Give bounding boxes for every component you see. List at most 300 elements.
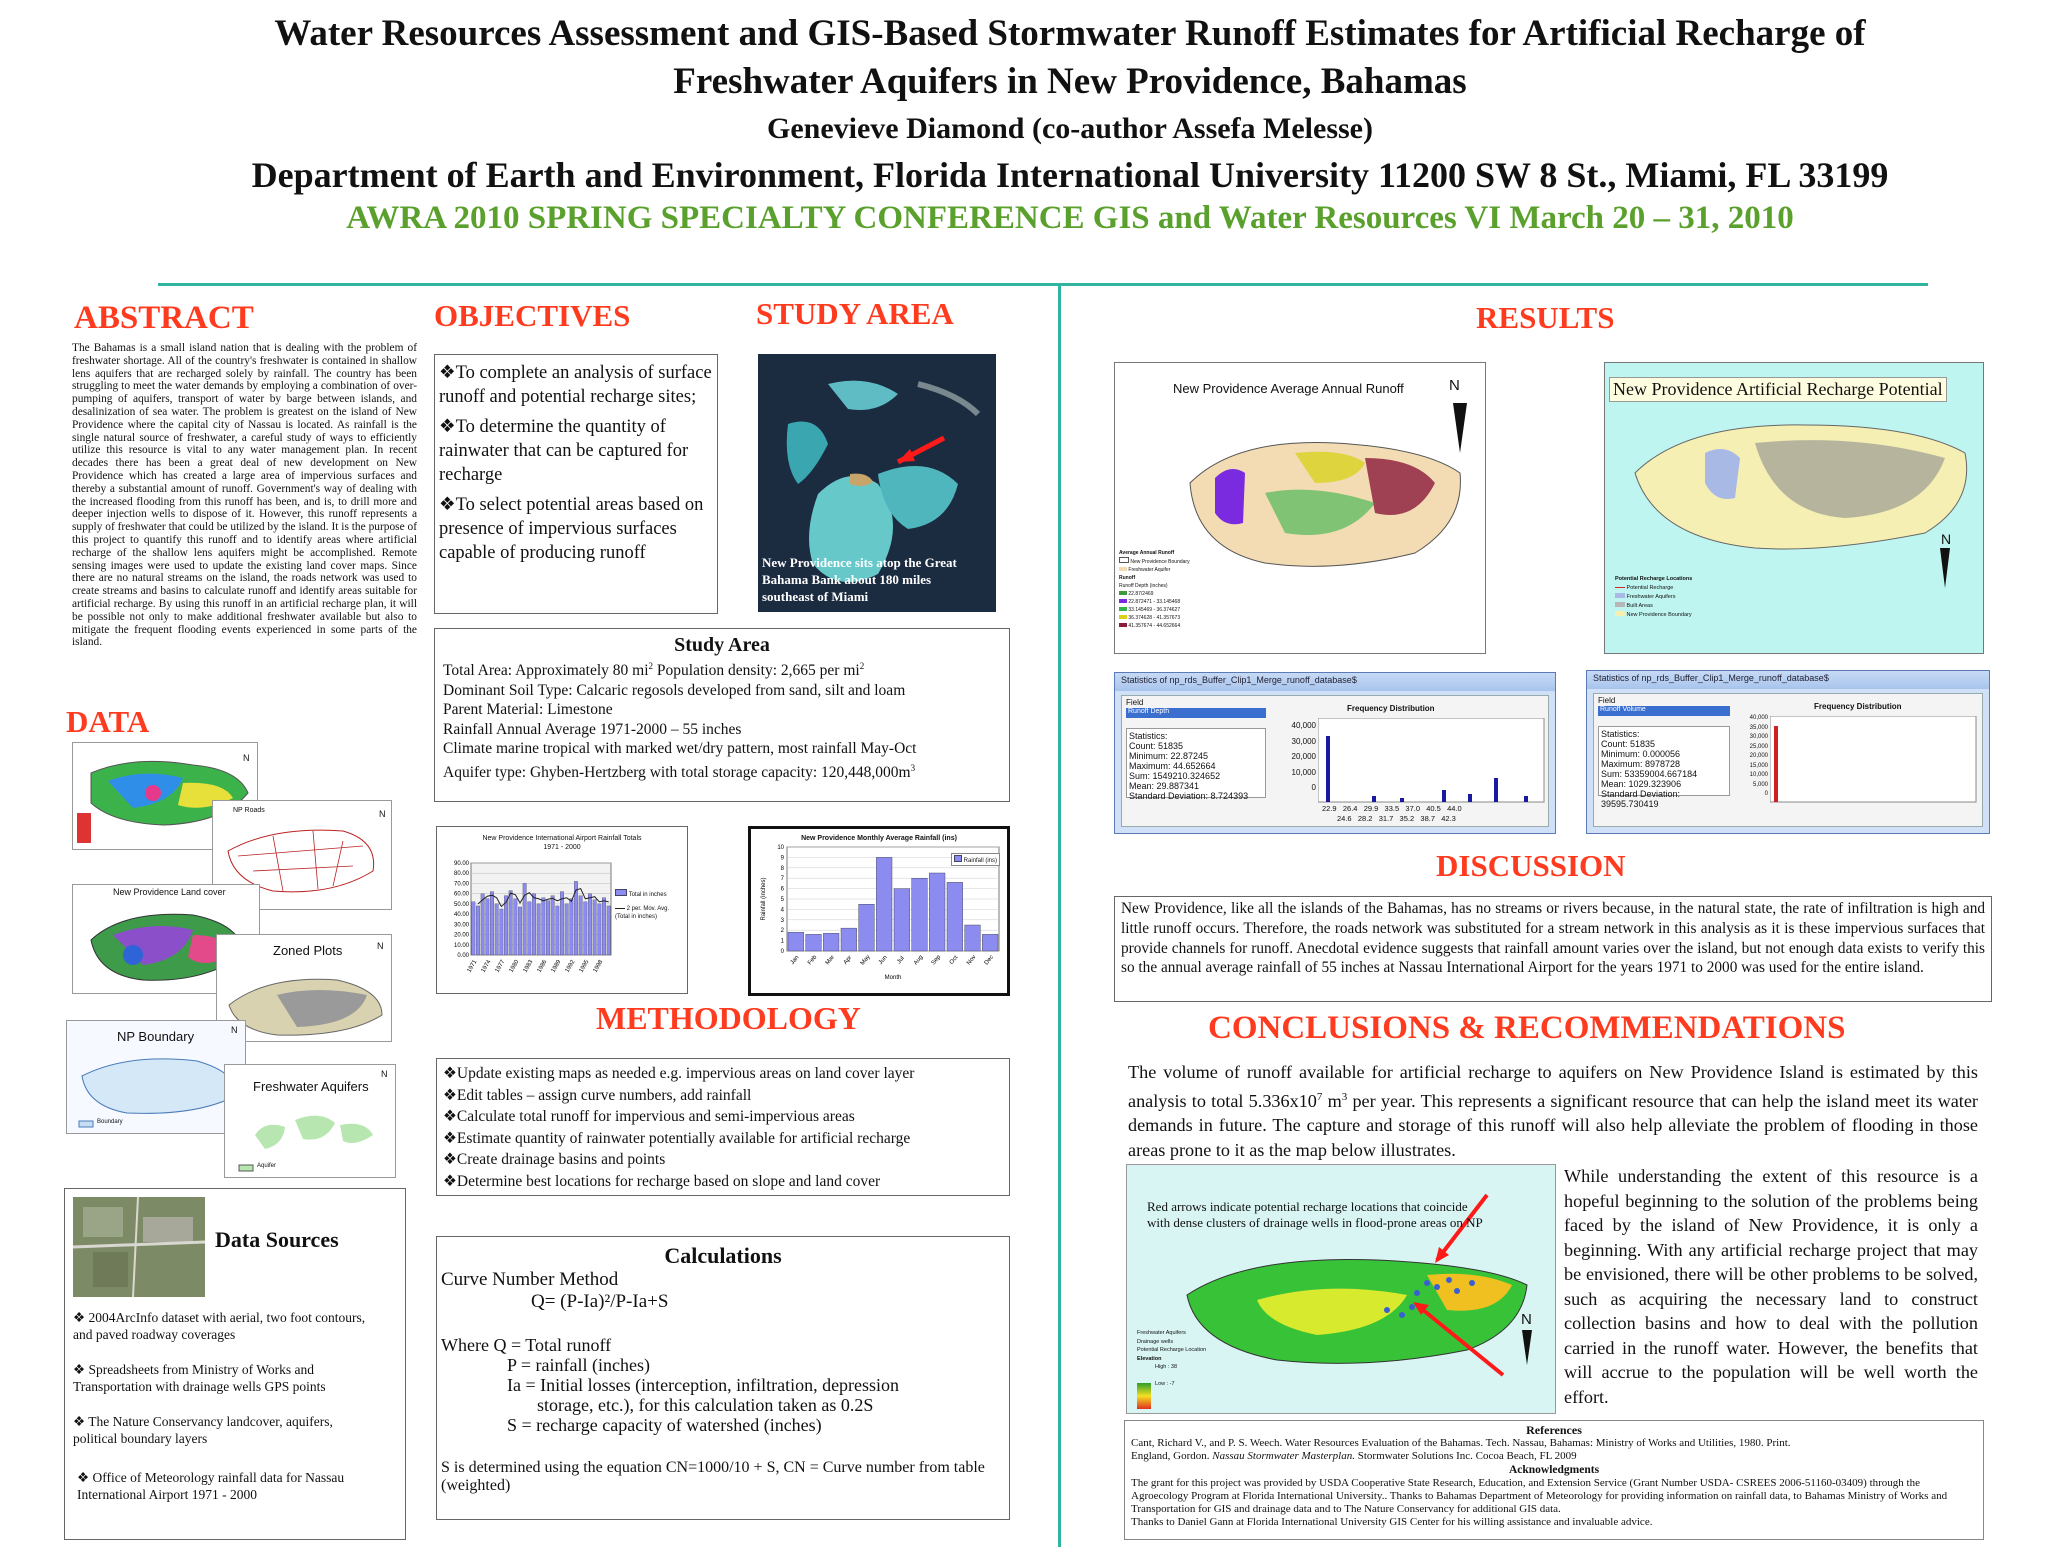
rl-legend-5: Low : -7 <box>1155 1380 1175 1387</box>
study-area-facts <box>443 657 1001 782</box>
title-line-2: Freshwater Aquifers in New Providence, Bahamas <box>673 61 1467 102</box>
stats-window-1-body <box>1121 695 1549 827</box>
monthly-bar <box>894 889 910 951</box>
recharge-legend-3 <box>1615 602 1692 611</box>
annual-xtick-label: 1989 <box>550 959 563 974</box>
annual-bar <box>588 894 591 955</box>
runoff-legend-1 <box>1119 557 1190 566</box>
annual-bar <box>514 899 517 955</box>
rl-legend-1: Drainage wells <box>1137 1338 1174 1345</box>
study-area-photo <box>758 354 996 612</box>
monthly-xtick-label: Oct <box>948 954 960 966</box>
recharge-legend-4-label: New Providence Boundary <box>1626 612 1692 618</box>
monthly-xtick-label: May <box>859 954 872 967</box>
annual-ytick-label: 90.00 <box>453 861 469 867</box>
stats-2-ytick-6: 10,000 <box>1749 772 1768 778</box>
stats-1-statistics <box>1126 728 1266 801</box>
stats-2-line-6: Mean: 1029.323906 <box>1601 779 1682 789</box>
stats-1-xticks-2: 24.6 28.2 31.7 35.2 38.7 42.3 <box>1337 814 1456 823</box>
annual-ytick-label: 20.00 <box>453 932 469 939</box>
column-divider <box>1058 286 1061 1547</box>
annual-xtick-label: 1986 <box>536 959 549 974</box>
monthly-legend-label: Rainfall (ins) <box>963 858 998 864</box>
curve-number-method: Curve Number Method <box>441 1269 619 1290</box>
monthly-bar <box>929 873 945 951</box>
abstract-heading: ABSTRACT <box>74 300 254 336</box>
acknowledgments-1: The grant for this project was provided by USDA Cooperative State Research, Education, and Extension Service (Grant Number USDA- CSREES 2006-51160-03409) through the Agroecology Program at Florida International University.. Thanks to Bahamas Department of Meteorology for providing information on rainfall data, to Bahamas Ministry of Works and Transportation for GIS and drainage data and to The Nature Conservancy for additional GIS data. <box>1131 1477 1948 1515</box>
stats-2-ytick-0: 40,000 <box>1749 715 1768 721</box>
stats-1-line-4: Maximum: 44.652664 <box>1129 761 1216 771</box>
monthly-ytick-label: 0 <box>780 949 784 955</box>
recharge-legend-3-label: Built Areas <box>1626 603 1653 609</box>
stats-2-line-5: Sum: 53359004.667184 <box>1601 769 1698 779</box>
annual-xtick-label: 1992 <box>564 959 577 974</box>
conclusions-text-b: m <box>1322 1090 1342 1111</box>
population: Population density: 2,665 per mi <box>653 662 860 680</box>
monthly-ylabel: Rainfall (inches) <box>761 877 767 921</box>
aquifers-north: N <box>381 1069 388 1079</box>
recharge-potential-map <box>1604 362 1984 654</box>
annual-ytick-label: 0.00 <box>457 953 469 959</box>
monthly-bar <box>841 928 857 951</box>
recharge-locations-caption: Red arrows indicate potential recharge locations that coincide with dense clusters of drainage wells in flood-prone areas on NP <box>1147 1199 1483 1230</box>
statistics-window-runoff-volume <box>1586 670 1990 834</box>
monthly-xtick-label: Dec <box>983 954 996 967</box>
total-area-line <box>443 657 1001 681</box>
monthly-xtick-label: Apr <box>842 954 854 966</box>
discussion-text: New Providence, like all the islands of the Bahamas, has no streams or rivers because, in the natural state, the rate of infiltration is high and little runoff occurs. Therefore, the roads network was substituted for a stream network in this analysis as it is these impervious surfaces that provide channels for runoff. Anecdotal evidence suggests that rainfall amount varies over the island, but not enough data exists to verify this so the annual average rainfall of 55 inches at Nassau International Airport for the years 1971 to 2000 was used for the entire island. <box>1121 900 1985 977</box>
annual-xtick-label: 1995 <box>578 959 591 974</box>
discussion-box <box>1114 896 1992 1002</box>
discussion-heading: DISCUSSION <box>1436 848 1626 883</box>
recharge-legend-1 <box>1615 584 1692 593</box>
stats-1-line-2: Count: 51835 <box>1129 741 1184 751</box>
def-s: S = recharge capacity of watershed (inches) <box>507 1415 822 1435</box>
recharge-legend-4 <box>1615 611 1692 620</box>
annual-bar <box>556 906 559 955</box>
stats-2-ytick-2: 30,000 <box>1749 734 1768 740</box>
data-sources-item-4: ❖ Office of Meteorology rainfall data for Nassau International Airport 1971 - 2000 <box>77 1470 345 1502</box>
stats-1-field-value: Runoff Depth <box>1128 708 1170 715</box>
stats-2-field-label: Field <box>1598 696 1616 705</box>
boundary-north: N <box>231 1025 238 1035</box>
data-sources-title: Data Sources <box>215 1227 339 1252</box>
recharge-locations-north: N <box>1521 1311 1532 1328</box>
methodology-box <box>436 1058 1010 1196</box>
conclusions-cube: 3 <box>1341 1090 1348 1103</box>
annual-legend-line-swatch <box>615 908 625 909</box>
stats-1-yticks <box>1290 718 1316 796</box>
monthly-rainfall-chart-frame <box>748 826 1010 996</box>
annual-bar <box>500 909 503 955</box>
annual-bar <box>509 891 512 955</box>
stats-1-field-select[interactable] <box>1126 708 1266 718</box>
references-title: References <box>1526 1423 1582 1437</box>
conclusions-text-c: per year. This represents a significant resource that can help the island meet its water demands in future. The capture and storage of this runoff will also help alleviate the problem of flooding in those areas prone to it as the map below illustrates. <box>1128 1090 1978 1160</box>
stats-2-yticks <box>1742 714 1768 800</box>
rl-legend-0: Freshwater Aquifers <box>1137 1330 1186 1336</box>
stats-2-histogram <box>1770 716 1980 804</box>
annual-bar <box>495 904 498 955</box>
def-ia-2: storage, etc.), for this calculation taken as 0.2S <box>537 1395 874 1415</box>
acknowledgments-2: Thanks to Daniel Gann at Florida International University GIS Center for his willing assistance and invaluable advice. <box>1131 1516 1653 1528</box>
runoff-legend-5-swatch <box>1119 591 1127 595</box>
annual-ytick-label: 40.00 <box>453 912 469 919</box>
stats-1-ytick-1: 30,000 <box>1291 736 1316 746</box>
stats-1-field-label: Field <box>1126 698 1144 707</box>
runoff-map-north: N <box>1449 377 1460 394</box>
annual-ytick-label: 30.00 <box>453 922 469 929</box>
runoff-map-legend <box>1119 549 1190 630</box>
monthly-ytick-label: 1 <box>780 938 784 945</box>
runoff-legend-0: Average Annual Runoff <box>1119 550 1175 556</box>
monthly-bar <box>823 933 839 951</box>
stats-1-freq-title: Frequency Distribution <box>1347 704 1435 713</box>
data-sources-item-1: ❖ 2004ArcInfo dataset with aerial, two foot contours, and paved roadway coverages <box>73 1310 366 1342</box>
monthly-bar <box>806 934 822 951</box>
methodology-item-2: ❖Edit tables – assign curve numbers, add rainfall <box>443 1086 752 1104</box>
methodology-list <box>443 1063 1003 1192</box>
annual-bar <box>476 906 479 955</box>
aerial-photo <box>73 1197 205 1297</box>
runoff-legend-2-label: Freshwater Aquifer <box>1128 567 1171 573</box>
data-sources-item-3: ❖ The Nature Conservancy landcover, aquifers, political boundary layers <box>73 1414 333 1446</box>
total-area: Total Area: Approximately 80 mi <box>443 662 649 680</box>
monthly-ytick-label: 5 <box>780 897 784 903</box>
annual-bar <box>551 896 554 955</box>
annual-bar <box>570 899 573 955</box>
np-boundary-map <box>66 1020 246 1134</box>
conclusions-heading: CONCLUSIONS & RECOMMENDATIONS <box>1208 1010 1846 1046</box>
soil-type: Dominant Soil Type: Calcaric regosols developed from sand, silt and loam <box>443 681 906 699</box>
annual-rainfall-chart-frame <box>436 826 688 994</box>
boundary-label: NP Boundary <box>117 1029 195 1044</box>
objective-2: ❖To determine the quantity of rainwater that can be captured for recharge <box>439 417 689 485</box>
stats-2-line-1: Statistics: <box>1601 729 1640 739</box>
aquifers-label: Freshwater Aquifers <box>253 1079 369 1094</box>
monthly-ytick-label: 2 <box>780 928 784 935</box>
runoff-legend-9 <box>1119 622 1190 630</box>
monthly-xtick-label: Aug <box>913 954 925 967</box>
runoff-legend-1-label: New Providence Boundary <box>1130 559 1190 565</box>
monthly-bar <box>912 878 928 951</box>
stats-2-field-value: Runoff Volume <box>1600 706 1646 713</box>
cube-sup: 3 <box>910 762 916 773</box>
annual-xtick-label: 1977 <box>494 959 507 974</box>
rainfall-average: Rainfall Annual Average 1971-2000 – 55 inches <box>443 720 742 738</box>
runoff-legend-1-swatch <box>1119 557 1129 563</box>
stats-1-ytick-0: 40,000 <box>1291 721 1316 730</box>
aquifer-line <box>443 759 1001 783</box>
acknowledgments-title: Acknowledgments <box>1508 1464 1600 1476</box>
reference-2c: Stormwater Solutions Inc. Cocoa Beach, FL 2009 <box>1354 1450 1577 1462</box>
annual-ytick-label: 50.00 <box>453 901 469 908</box>
sq-sup-1: 2 <box>648 661 654 671</box>
annual-bar <box>579 896 582 955</box>
monthly-bar <box>947 882 963 951</box>
recharge-legend-2 <box>1615 593 1692 602</box>
authors: Genevieve Diamond (co-author Assefa Melesse) <box>766 112 1373 145</box>
runoff-legend-7 <box>1119 606 1190 614</box>
runoff-legend-9-swatch <box>1119 623 1127 627</box>
monthly-legend <box>951 853 1000 866</box>
annual-bar <box>565 904 568 955</box>
zoned-label: Zoned Plots <box>273 943 343 958</box>
monthly-ytick-label: 10 <box>777 845 784 851</box>
annual-ytick-label: 60.00 <box>453 891 469 898</box>
annual-chart-title: New Providence International Airport Rainfall Totals <box>482 835 642 842</box>
monthly-xtick-label: Feb <box>807 954 819 967</box>
runoff-map <box>1114 362 1486 654</box>
roads-label: NP Roads <box>233 807 265 814</box>
annual-ytick-label: 80.00 <box>453 871 469 878</box>
stats-1-ytick-3: 10,000 <box>1291 767 1316 777</box>
annual-bar <box>593 900 596 955</box>
runoff-formula: Q= (P-Ia)²/P-Ia+S <box>531 1291 669 1312</box>
recharge-legend-2-label: Freshwater Aquifers <box>1626 594 1676 600</box>
annual-bar <box>584 902 587 955</box>
stats-2-ytick-4: 20,000 <box>1749 753 1768 759</box>
runoff-legend-6-swatch <box>1119 599 1127 603</box>
monthly-ytick-label: 9 <box>780 855 784 862</box>
monthly-bar <box>859 904 875 951</box>
rl-legend-4: High : 38 <box>1155 1364 1178 1370</box>
stats-2-ytick-7: 5,000 <box>1752 781 1768 788</box>
annual-bar <box>528 902 531 955</box>
annual-bar <box>598 904 601 955</box>
annual-bar <box>537 904 540 955</box>
annual-bar <box>542 898 545 955</box>
stats-1-line-7: Standard Deviation: 8.724393 <box>1129 791 1249 801</box>
methodology-item-3: ❖Calculate total runoff for impervious and semi-impervious areas <box>443 1108 855 1125</box>
stats-2-ytick-5: 15,000 <box>1749 762 1768 769</box>
monthly-legend-swatch <box>954 855 962 862</box>
methodology-heading: METHODOLOGY <box>596 1000 861 1036</box>
runoff-legend-5 <box>1119 590 1190 598</box>
stats-2-line-2: Count: 51835 <box>1601 739 1656 749</box>
monthly-ytick-label: 3 <box>780 917 784 924</box>
recharge-legend-4-swatch <box>1615 611 1625 616</box>
recharge-legend-0: Potential Recharge Locations <box>1615 576 1693 582</box>
monthly-bar <box>965 925 981 951</box>
runoff-legend-7-swatch <box>1119 607 1127 611</box>
study-area-heading: STUDY AREA <box>756 296 954 331</box>
stats-2-ytick-1: 35,000 <box>1749 724 1768 731</box>
poster-title <box>80 10 2048 106</box>
study-area-photo-caption: New Providence sits atop the Great Bahama Bank about 180 miles southeast of Miami <box>762 555 957 604</box>
abstract-text: The Bahamas is a small island nation that is dealing with the problem of freshwater shortage. All of the country's freshwater is contained in shallow lens aquifers that are recharged solely by rainfall. The country has been struggling to meet the water demands by employing a combination of over-pumping of aquifers, transport of water by barge between islands, and desalinization of sea water. The problem is greatest on the island of New Providence where the capital city of Nassau is located. As rainfall is the single natural source of freshwater, a careful study of ways to efficiently utilize this resource is vital to any water management plan. In recent decades there has been a great deal of new development on New Providence which has created a large area of impervious surfaces and thereby a substantial amount of runoff. Government's way of dealing with the increased flooding from this runoff has been, and is, to drill more and deeper injection wells to dispose of it. However, this runoff represents a supply of freshwater that could be utilized by the island. It is the purpose of this project to quantify this runoff and to identify areas where artificial recharge of the shallow lens aquifers might be accomplished. Remote sensing images were used to update the existing land cover maps. Since there are no natural streams on the island, the roads network was used to create streams and basins to calculate runoff and identify areas suitable for artificial recharge. By using this runoff in an artificial recharge plan, it will be possible not only to make additional freshwater available but also to mitigate the frequent flooding events experienced in some parts of the island. <box>72 342 417 649</box>
conclusions-text-a: The volume of runoff available for artificial recharge to aquifers on New Providence Island is estimated by this analysis to total 5.336x10 <box>1128 1062 1978 1111</box>
rl-legend-2: Potential Recharge Location <box>1137 1347 1207 1353</box>
annual-legend-bar <box>615 889 683 899</box>
objectives-heading: OBJECTIVES <box>434 298 631 333</box>
annual-bar <box>560 892 563 955</box>
where-q: Where Q = Total runoff <box>441 1335 612 1355</box>
freshwater-aquifers-map <box>224 1064 396 1178</box>
monthly-ytick-label: 4 <box>780 907 784 914</box>
annual-bar <box>602 898 605 955</box>
stats-2-freq-title: Frequency Distribution <box>1814 702 1902 711</box>
methodology-item-6: ❖Determine best locations for recharge based on slope and land cover <box>443 1172 881 1190</box>
annual-xtick-label: 1998 <box>592 959 605 974</box>
annual-legend-bar-swatch <box>615 889 627 896</box>
reference-2b: Nassau Stormwater Masterplan. <box>1212 1450 1355 1462</box>
monthly-xtick-label: Jan <box>789 954 801 966</box>
annual-xtick-label: 1974 <box>480 959 493 974</box>
objectives-box <box>434 354 718 614</box>
sq-sup-2: 2 <box>859 661 865 671</box>
monthly-xlabel: Month <box>884 975 902 981</box>
landcover-label: New Providence Land cover <box>113 887 226 897</box>
conclusions-exp: 7 <box>1316 1090 1323 1103</box>
def-ia: Ia = Initial losses (interception, infiltration, depression <box>507 1375 900 1395</box>
recharge-locations-map <box>1126 1164 1556 1414</box>
annual-legend-line <box>615 905 683 921</box>
aquifer-type: Aquifer type: Ghyben-Hertzberg with total storage capacity: 120,448,000m <box>443 763 911 781</box>
recharge-legend-3-swatch <box>1615 602 1625 607</box>
results-heading: RESULTS <box>1476 300 1615 335</box>
objective-1: ❖To complete an analysis of surface runoff and potential recharge sites; <box>439 363 712 407</box>
stats-2-statistics <box>1598 726 1730 809</box>
runoff-legend-8-swatch <box>1119 615 1127 619</box>
recharge-map-legend <box>1615 575 1692 620</box>
annual-bar <box>481 894 484 955</box>
recharge-legend-2-swatch <box>1615 593 1625 598</box>
stats-1-line-5: Sum: 1549210.324652 <box>1129 771 1221 781</box>
annual-bar <box>472 902 475 955</box>
monthly-xtick-label: Nov <box>966 954 978 967</box>
annual-legend-line-label: 2 per. Mov. Avg. (Total in inches) <box>615 906 670 920</box>
stats-2-line-3: Minimum: 0.000056 <box>1601 749 1681 759</box>
runoff-legend-6 <box>1119 598 1190 606</box>
annual-bar <box>486 899 489 955</box>
runoff-legend-3: Runoff <box>1119 575 1136 581</box>
runoff-legend-8 <box>1119 614 1190 622</box>
data-heading: DATA <box>66 704 150 739</box>
header-divider <box>158 283 1928 286</box>
north-arrow: N <box>243 753 250 763</box>
monthly-xtick-label: Mar <box>824 954 837 967</box>
runoff-legend-8-label: 36.374628 - 41.357673 <box>1128 615 1181 621</box>
runoff-legend-7-label: 33.145469 - 36.374627 <box>1128 607 1181 613</box>
conclusions-text <box>1128 1060 1978 1162</box>
stats-1-line-1: Statistics: <box>1129 731 1168 741</box>
stats-2-ytick-3: 25,000 <box>1749 743 1768 750</box>
stats-window-2-body <box>1593 693 1983 827</box>
runoff-map-title: New Providence Average Annual Runoff <box>1173 381 1404 396</box>
stats-1-line-6: Mean: 29.887341 <box>1129 781 1200 791</box>
monthly-ytick-label: 6 <box>780 886 784 893</box>
annual-xtick-label: 1983 <box>522 959 535 974</box>
runoff-legend-2-swatch <box>1119 567 1127 571</box>
s-equation: S is determined using the equation CN=1000/10 + S, CN = Curve number from table (weighted) <box>441 1459 985 1494</box>
roads-north: N <box>379 809 386 819</box>
recharge-map-title: New Providence Artificial Recharge Potential <box>1609 377 1947 402</box>
stats-2-line-7: Standard Deviation: 39595.730419 <box>1601 789 1681 809</box>
annual-bar <box>490 892 493 955</box>
annual-legend-bar-label: Total in inches <box>628 892 667 898</box>
stats-window-1-titlebar: Statistics of np_rds_Buffer_Clip1_Merge_runoff_database$ <box>1115 673 1555 691</box>
boundary-legend: Boundary <box>97 1119 123 1125</box>
reference-1: Cant, Richard V., and P. S. Weech. Water Resources Evaluation of the Bahamas. Tech. Nassau, Bahamas: Ministry of Works and Utilities, 1980. Print. <box>1131 1437 1791 1449</box>
runoff-legend-9-label: 41.357674 - 44.652664 <box>1128 623 1181 629</box>
data-sources-box <box>64 1188 406 1540</box>
annual-chart-subtitle: 1971 - 2000 <box>543 844 581 851</box>
reference-2 <box>1131 1450 1977 1463</box>
runoff-legend-4: Runoff Depth (inches) <box>1119 583 1168 589</box>
runoff-legend-6-label: 22.872471 - 33.145468 <box>1128 599 1181 605</box>
stats-window-2-titlebar: Statistics of np_rds_Buffer_Clip1_Merge_runoff_database$ <box>1587 671 1989 689</box>
annual-bar <box>518 907 521 955</box>
conclusions-text-2: While understanding the extent of this resource is a hopeful beginning to the solution of the problems being faced by the island of New Providence, it is only a beginning. With any artificial recharge project that may be envisioned, there will be other problems to be solved, such as acquiring the necessary land to construct collection basins and how to deal with the pollution carried in the runoff water. However, the benefits that will accrue to the population will be well worth the effort. <box>1564 1166 1978 1407</box>
monthly-xtick-label: Sep <box>930 954 943 967</box>
title-line-1: Water Resources Assessment and GIS-Based Stormwater Runoff Estimates for Artificial Recharge of <box>274 13 1866 54</box>
zoned-north: N <box>377 941 384 951</box>
study-area-title: Study Area <box>674 634 770 656</box>
annual-bar <box>546 901 549 955</box>
annual-bar <box>607 906 610 955</box>
aquifers-legend: Aquifer <box>257 1163 277 1169</box>
monthly-bar <box>982 934 998 951</box>
statistics-window-runoff-depth <box>1114 672 1556 834</box>
annual-ytick-label: 10.00 <box>453 942 469 949</box>
recharge-legend-1-label: Potential Recharge <box>1626 585 1674 591</box>
monthly-chart-title: New Providence Monthly Average Rainfall (ins) <box>801 835 957 842</box>
conference: AWRA 2010 SPRING SPECIALTY CONFERENCE GIS and Water Resources VI March 20 – 31, 2010 <box>346 200 1794 236</box>
monthly-bar <box>788 932 804 951</box>
monthly-xtick-label: Jul <box>896 955 906 966</box>
calculations-title: Calculations <box>664 1243 782 1268</box>
recharge-map-north: N <box>1941 531 1952 547</box>
climate: Climate marine tropical with marked wet/dry pattern, most rainfall May-Oct <box>443 740 917 758</box>
annual-legend <box>615 889 683 921</box>
runoff-legend-5-label: 22.87/2469 <box>1128 591 1154 597</box>
stats-2-field-select[interactable] <box>1598 706 1730 716</box>
annual-bar <box>504 896 507 955</box>
monthly-ytick-label: 8 <box>780 865 784 872</box>
stats-1-line-3: Minimum: 22.87245 <box>1129 751 1209 761</box>
stats-2-ytick-8: 0 <box>1764 791 1768 797</box>
objective-3: ❖To select potential areas based on presence of impervious surfaces capable of producing runoff <box>439 495 704 563</box>
stats-2-line-4: Maximum: 8978728 <box>1601 759 1681 769</box>
monthly-ytick-label: 7 <box>780 876 784 883</box>
data-sources-item-2: ❖ Spreadsheets from Ministry of Works and Transportation with drainage wells GPS points <box>73 1362 326 1394</box>
stats-1-xticks-1: 22.9 26.4 29.9 33.5 37.0 40.5 44.0 <box>1322 804 1462 813</box>
runoff-legend-2 <box>1119 566 1190 574</box>
department: Department of Earth and Environment, Florida International University 11200 SW 8 St., Miami, FL 33199 <box>251 155 1889 195</box>
methodology-item-4: ❖Estimate quantity of rainwater potentially available for artificial recharge <box>443 1129 911 1147</box>
methodology-item-5: ❖Create drainage basins and points <box>443 1151 666 1168</box>
reference-2a: England, Gordon. <box>1131 1450 1213 1462</box>
annual-xtick-label: 1980 <box>508 959 521 974</box>
recharge-locations-legend <box>1137 1329 1206 1388</box>
annual-bar <box>532 894 535 955</box>
references-box <box>1124 1420 1984 1540</box>
stats-1-ytick-4: 0 <box>1311 783 1316 792</box>
calculations-box <box>436 1236 1010 1520</box>
stats-1-ytick-2: 20,000 <box>1291 752 1316 761</box>
methodology-item-1: ❖Update existing maps as needed e.g. impervious areas on land cover layer <box>443 1065 915 1082</box>
study-area-box <box>434 628 1010 802</box>
def-p: P = rainfall (inches) <box>507 1355 650 1375</box>
monthly-bar <box>876 857 892 951</box>
recharge-legend-1-swatch <box>1615 587 1625 588</box>
annual-xtick-label: 1971 <box>466 959 479 974</box>
rl-legend-3: Elevation <box>1137 1355 1162 1362</box>
annual-ytick-label: 70.00 <box>453 881 469 888</box>
monthly-xtick-label: Jun <box>877 954 889 966</box>
stats-1-histogram <box>1318 718 1548 803</box>
